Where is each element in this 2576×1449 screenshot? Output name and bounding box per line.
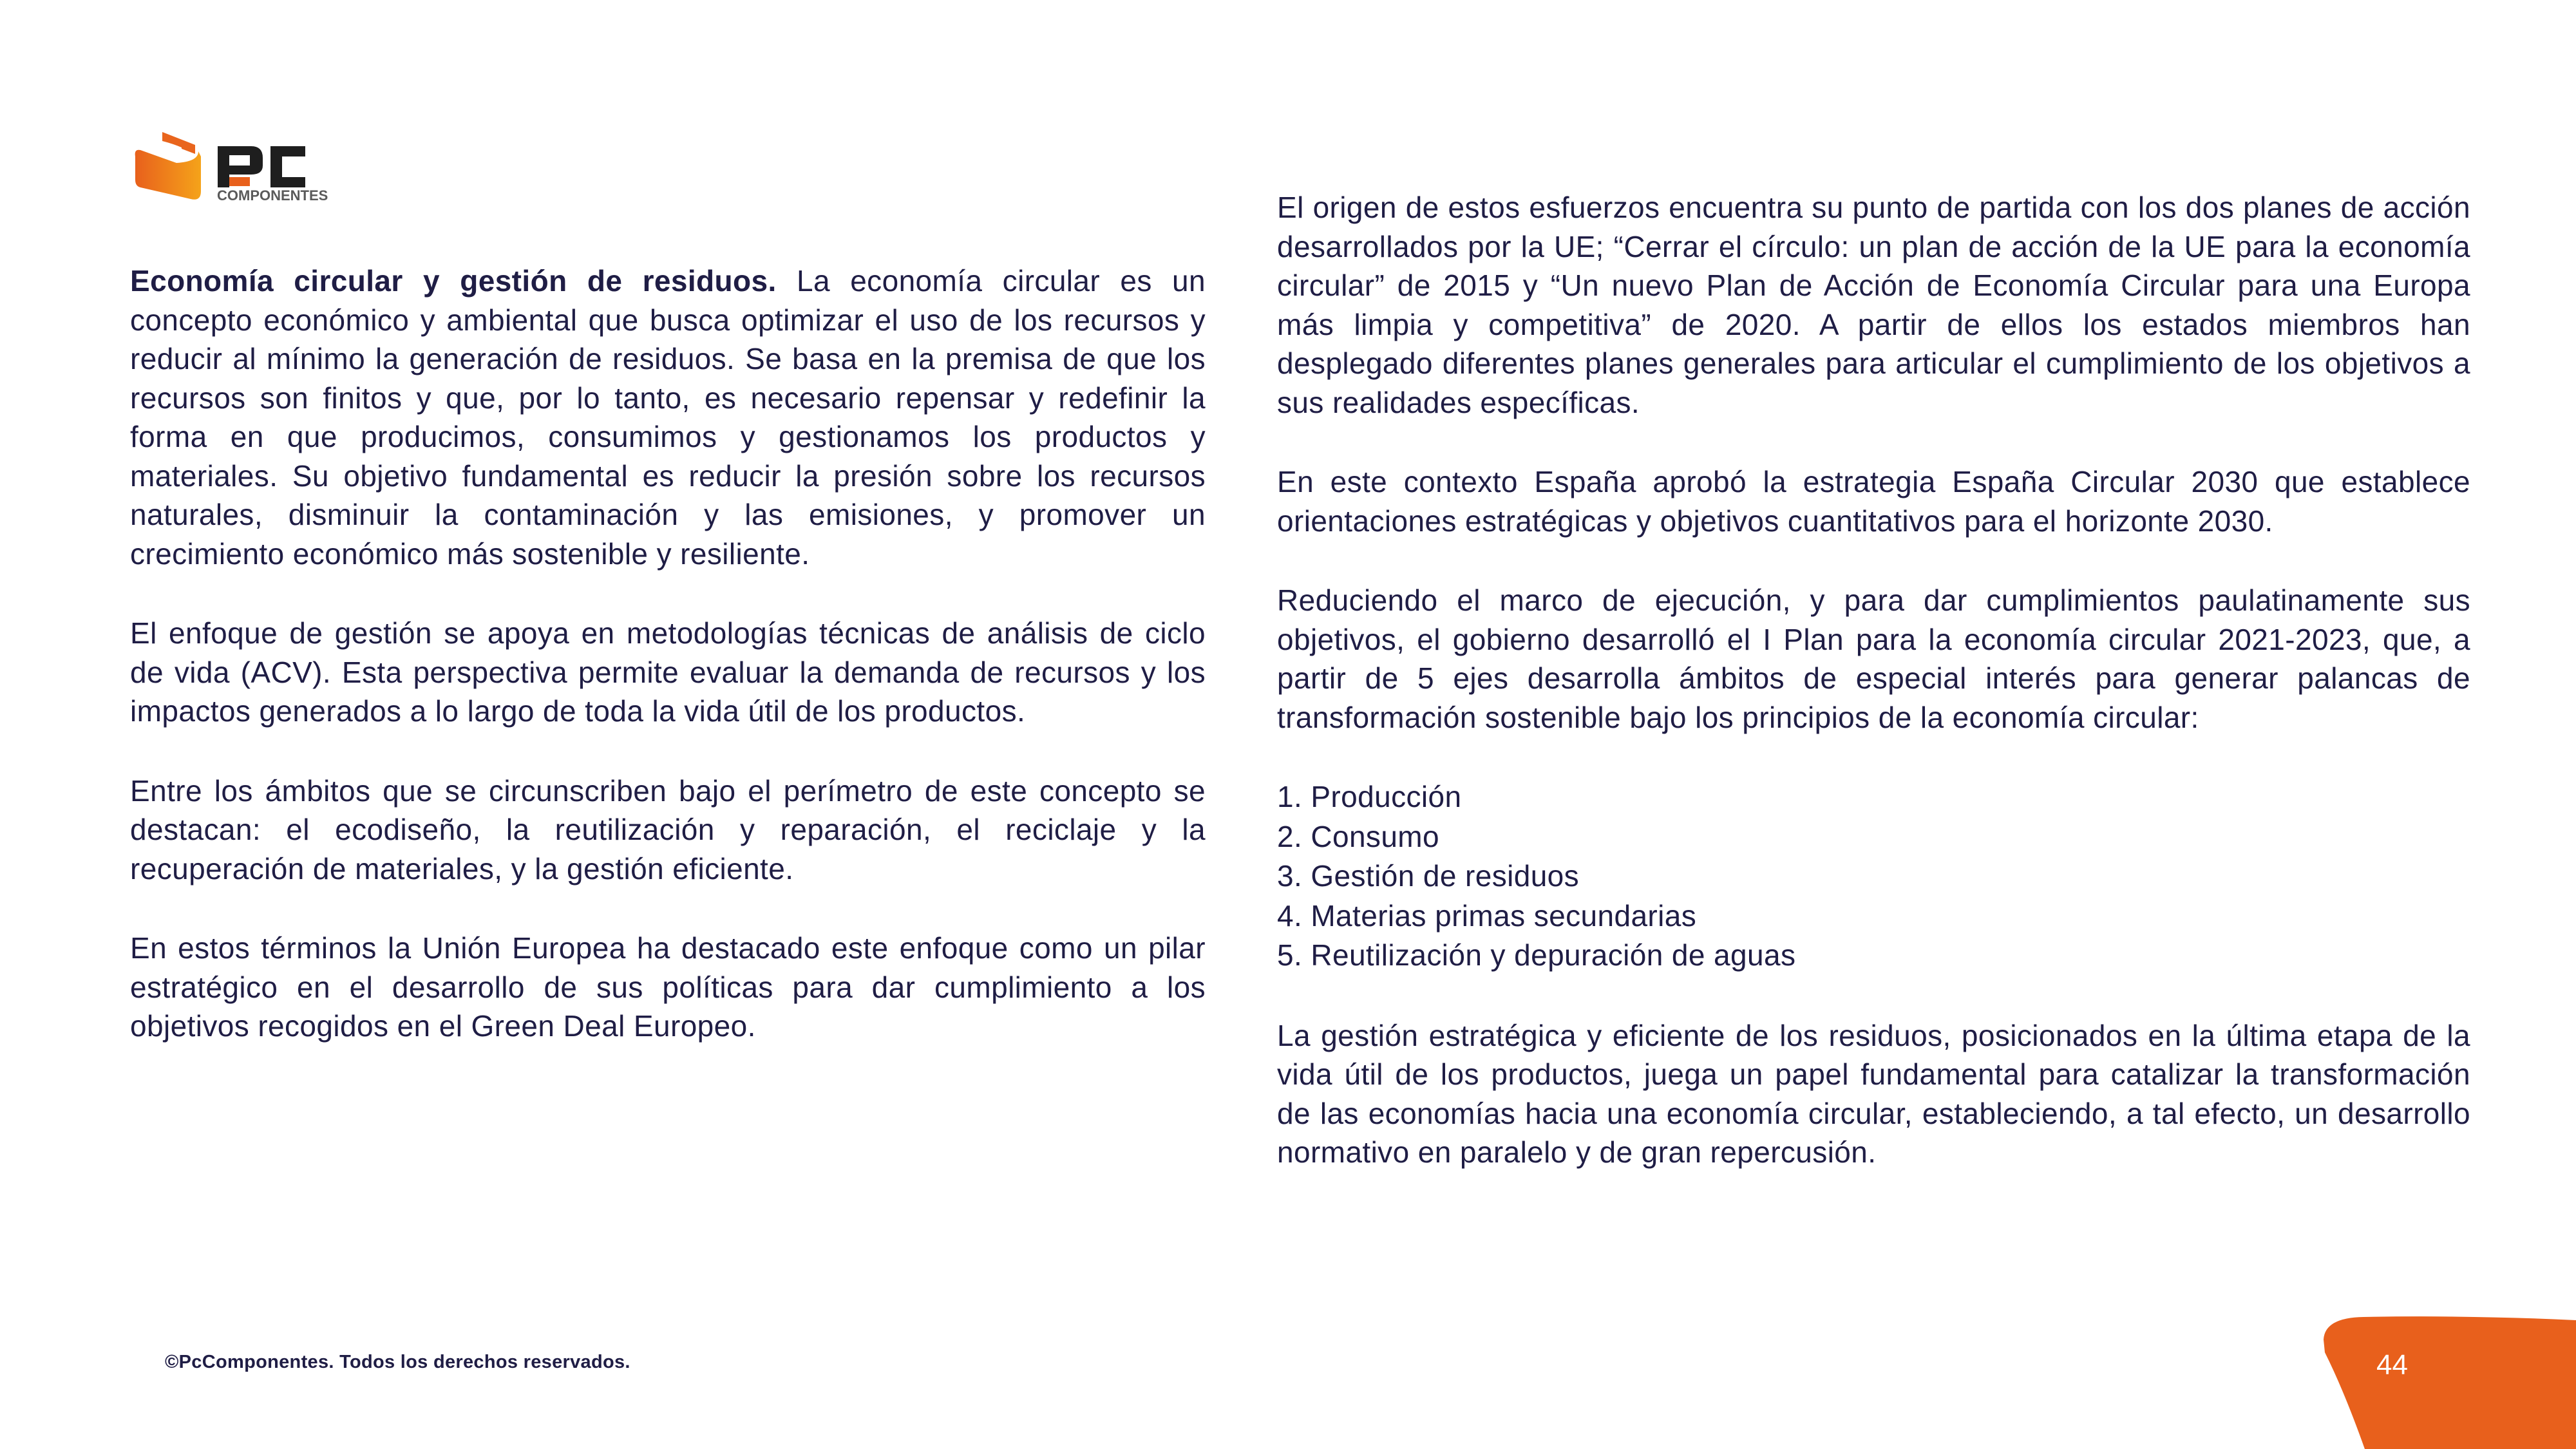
pccomponentes-logo <box>134 132 340 203</box>
list-item: 3. Gestión de residuos <box>1277 859 1580 893</box>
copyright-notice: ©PcComponentes. Todos los derechos reservados. <box>165 1352 630 1372</box>
logo-icon <box>134 132 340 203</box>
intro-heading: Economía circular y gestión de residuos. <box>130 264 777 298</box>
logo-subtitle: COMPONENTES <box>217 187 328 203</box>
left-column <box>130 261 1206 1086</box>
paragraph-plan: Reduciendo el marco de ejecución, y para dar cumplimientos paulatinamente sus objetivos, el gobierno desarrolló el I Plan para la economía circular 2021-2023, que, a partir de 5 ejes desarrolla ámbitos de especial interés para generar palancas de transformación sostenible bajo los principios de la economía circular: <box>1277 583 2470 734</box>
paragraph-lca: El enfoque de gestión se apoya en metodologías técnicas de análisis de ciclo de vida (ACV). Esta perspectiva permite evaluar la demanda de recursos y los impactos generados a lo largo de toda la vida útil de los productos. <box>130 616 1206 728</box>
paragraph-closing: La gestión estratégica y eficiente de los residuos, posicionados en la última etapa de la vida útil de los productos, juega un papel fundamental para catalizar la transformación de las economías hacia una economía circular, estableciendo, a tal efecto, un desarrollo normativo en paralelo y de gran repercusión. <box>1277 1018 2470 1169</box>
page-number: 44 <box>2376 1349 2408 1381</box>
intro-paragraph <box>130 261 1206 573</box>
list-item: 5. Reutilización y depuración de aguas <box>1277 938 1796 972</box>
list-item: 4. Materias primas secundarias <box>1277 898 1697 933</box>
paragraph-spain-2030: En este contexto España aprobó la estrategia España Circular 2030 que establece orientaciones estratégicas y objetivos cuantitativos para el horizonte 2030. <box>1277 465 2470 538</box>
paragraph-scope: Entre los ámbitos que se circunscriben bajo el perímetro de este concepto se destacan: el ecodiseño, la reutilización y reparación, el reciclaje y la recuperación de materiales, y la gestión eficiente. <box>130 773 1206 886</box>
intro-text: La economía circular es un concepto económico y ambiental que busca optimizar el uso de los recursos y reducir al mínimo la generación de residuos. Se basa en la premisa de que los recursos son finitos y que, por lo tanto, es necesario repensar y redefinir la forma en que producimos, consumimos y gestionamos los productos y materiales. Su objetivo fundamental es reducir la presión sobre los recursos naturales, disminuir la contaminación y las emisiones, y promover un crecimiento económico más sostenible y resiliente. <box>130 264 1206 571</box>
axes-list <box>1277 777 2470 976</box>
paragraph-eu: En estos términos la Unión Europea ha destacado este enfoque como un pilar estratégico en el desarrollo de sus políticas para dar cumplimiento a los objetivos recogidos en el Green Deal Europeo. <box>130 931 1206 1043</box>
paragraph-origin: El origen de estos esfuerzos encuentra su punto de partida con los dos planes de acción desarrollados por la UE; “Cerrar el círculo: un plan de acción de la UE para la economía circular” de 2015 y “Un nuevo Plan de Acción de Economía Circular para una Europa más limpia y competitiva” de 2020. A partir de ellos los estados miembros han desplegado diferentes planes generales para articular el cumplimiento de los objetivos a sus realidades específicas. <box>1277 191 2470 419</box>
right-column <box>1277 188 2470 1213</box>
list-item: 2. Consumo <box>1277 819 1440 853</box>
list-item: 1. Producción <box>1277 780 1462 813</box>
page-number-tab <box>2306 1314 2576 1449</box>
